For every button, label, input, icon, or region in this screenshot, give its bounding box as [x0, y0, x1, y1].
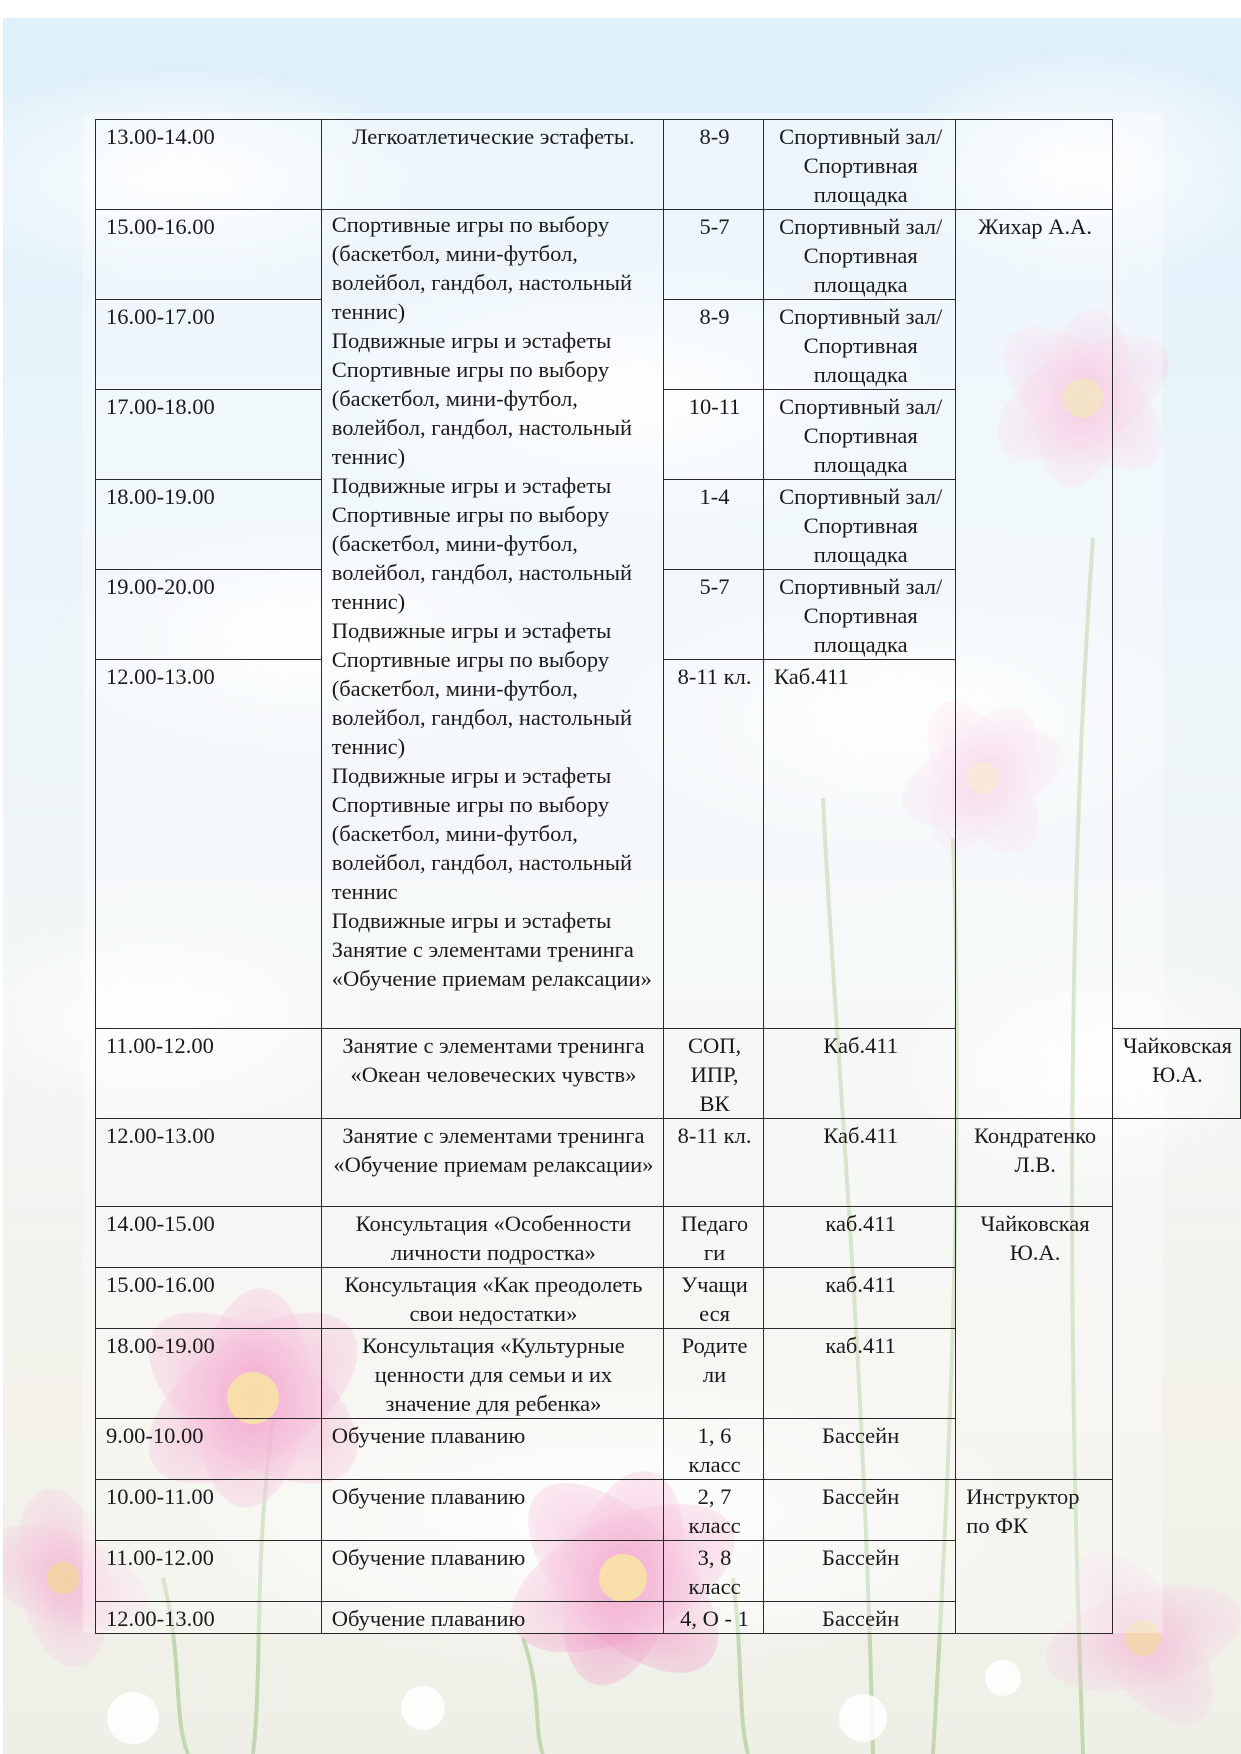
time-cell: 14.00-15.00 [96, 1207, 322, 1268]
time-cell: 13.00-14.00 [96, 120, 322, 210]
activity-cell: Занятие с элементами тренинга «Океан человеческих чувств» [321, 1029, 663, 1119]
place-cell: Спортивный зал/Спортивная площадка [764, 390, 956, 480]
group-cell: 4, О - 1 [664, 1602, 764, 1634]
table-row [96, 120, 1241, 210]
time-cell: 15.00-16.00 [96, 1268, 322, 1329]
time-cell: 12.00-13.00 [96, 1119, 322, 1207]
activity-cell: Консультация «Как преодолеть свои недостатки» [321, 1268, 663, 1329]
table-row [96, 1480, 1241, 1541]
leader-cell [956, 120, 1113, 210]
time-cell: 17.00-18.00 [96, 390, 322, 480]
activity-cell: Обучение плаванию [321, 1419, 663, 1480]
time-cell: 18.00-19.00 [96, 1329, 322, 1419]
leader-cell: Чайковская Ю.А. [1112, 1029, 1240, 1119]
group-cell: 5-7 [664, 210, 764, 300]
table-row [96, 210, 1241, 300]
place-cell: Бассейн [764, 1541, 956, 1602]
activity-cell: Обучение плаванию [321, 1480, 663, 1541]
activity-cell: Легкоатлетические эстафеты. [321, 120, 663, 210]
place-cell: каб.411 [764, 1207, 956, 1268]
place-cell: Спортивный зал/Спортивная площадка [764, 480, 956, 570]
time-cell: 18.00-19.00 [96, 480, 322, 570]
time-cell: 10.00-11.00 [96, 1480, 322, 1541]
time-cell: 15.00-16.00 [96, 210, 322, 300]
place-cell: Каб.411 [764, 660, 956, 1029]
time-cell: 12.00-13.00 [96, 660, 322, 1029]
leader-cell: Чайковская Ю.А. [956, 1207, 1113, 1480]
time-cell: 19.00-20.00 [96, 570, 322, 660]
activity-cell: Консультация «Особенности личности подростка» [321, 1207, 663, 1268]
group-cell: 2, 7 класс [664, 1480, 764, 1541]
schedule-table [95, 119, 1241, 1634]
place-cell: Бассейн [764, 1602, 956, 1634]
group-cell: Родите ли [664, 1329, 764, 1419]
activity-cell: Спортивные игры по выбору (баскетбол, мини-футбол, волейбол, гандбол, настольный теннис) Подвижные игры и эстафеты Спортивные игры по выбору (баскетбол, мини-футбол, волейбол, гандбол, настольный теннис) Подвижные игры и эстафеты Спортивные игры по выбору (баскетбол, мини-футбол, волейбол, гандбол, настольный теннис) Подвижные игры и эстафеты Спортивные игры по выбору (баскетбол, мини-футбол, волейбол, гандбол, настольный теннис) Подвижные игры и эстафеты Спортивные игры по выбору (баскетбол, мини-футбол, волейбол, гандбол, настольный теннис Подвижные игры и эстафеты Занятие с элементами тренинга «Обучение приемам релаксации» [321, 210, 663, 1029]
group-cell: 8-9 [664, 300, 764, 390]
place-cell: Каб.411 [764, 1029, 956, 1119]
group-cell: 5-7 [664, 570, 764, 660]
place-cell: Спортивный зал/Спортивная площадка [764, 120, 956, 210]
place-cell: Спортивный зал/Спортивная площадка [764, 300, 956, 390]
table-row [96, 1119, 1241, 1207]
place-cell: каб.411 [764, 1268, 956, 1329]
group-cell: 8-11 кл. [664, 1119, 764, 1207]
place-cell: Спортивный зал/Спортивная площадка [764, 570, 956, 660]
activity-cell: Консультация «Культурные ценности для семьи и их значение для ребенка» [321, 1329, 663, 1419]
group-cell: СОП, ИПР, ВК [664, 1029, 764, 1119]
group-cell: 3, 8 класс [664, 1541, 764, 1602]
leader-cell: Инструктор по ФК [956, 1480, 1113, 1634]
table-row [96, 1207, 1241, 1268]
group-cell: 10-11 [664, 390, 764, 480]
place-cell: Бассейн [764, 1419, 956, 1480]
group-cell: Учащи еся [664, 1268, 764, 1329]
activity-cell: Занятие с элементами тренинга «Обучение приемам релаксации» [321, 1119, 663, 1207]
group-cell: 1, 6 класс [664, 1419, 764, 1480]
group-cell: 8-11 кл. [664, 660, 764, 1029]
group-cell: Педаго ги [664, 1207, 764, 1268]
activity-cell: Обучение плаванию [321, 1541, 663, 1602]
place-cell: Спортивный зал/Спортивная площадка [764, 210, 956, 300]
leader-cell: Кондратенко Л.В. [956, 1119, 1113, 1207]
place-cell: каб.411 [764, 1329, 956, 1419]
time-cell: 12.00-13.00 [96, 1602, 322, 1634]
time-cell: 16.00-17.00 [96, 300, 322, 390]
activity-cell: Обучение плаванию [321, 1602, 663, 1634]
leader-cell: Жихар А.А. [956, 210, 1113, 1119]
group-cell: 1-4 [664, 480, 764, 570]
time-cell: 11.00-12.00 [96, 1029, 322, 1119]
place-cell: Бассейн [764, 1480, 956, 1541]
group-cell: 8-9 [664, 120, 764, 210]
place-cell: Каб.411 [764, 1119, 956, 1207]
time-cell: 11.00-12.00 [96, 1541, 322, 1602]
time-cell: 9.00-10.00 [96, 1419, 322, 1480]
